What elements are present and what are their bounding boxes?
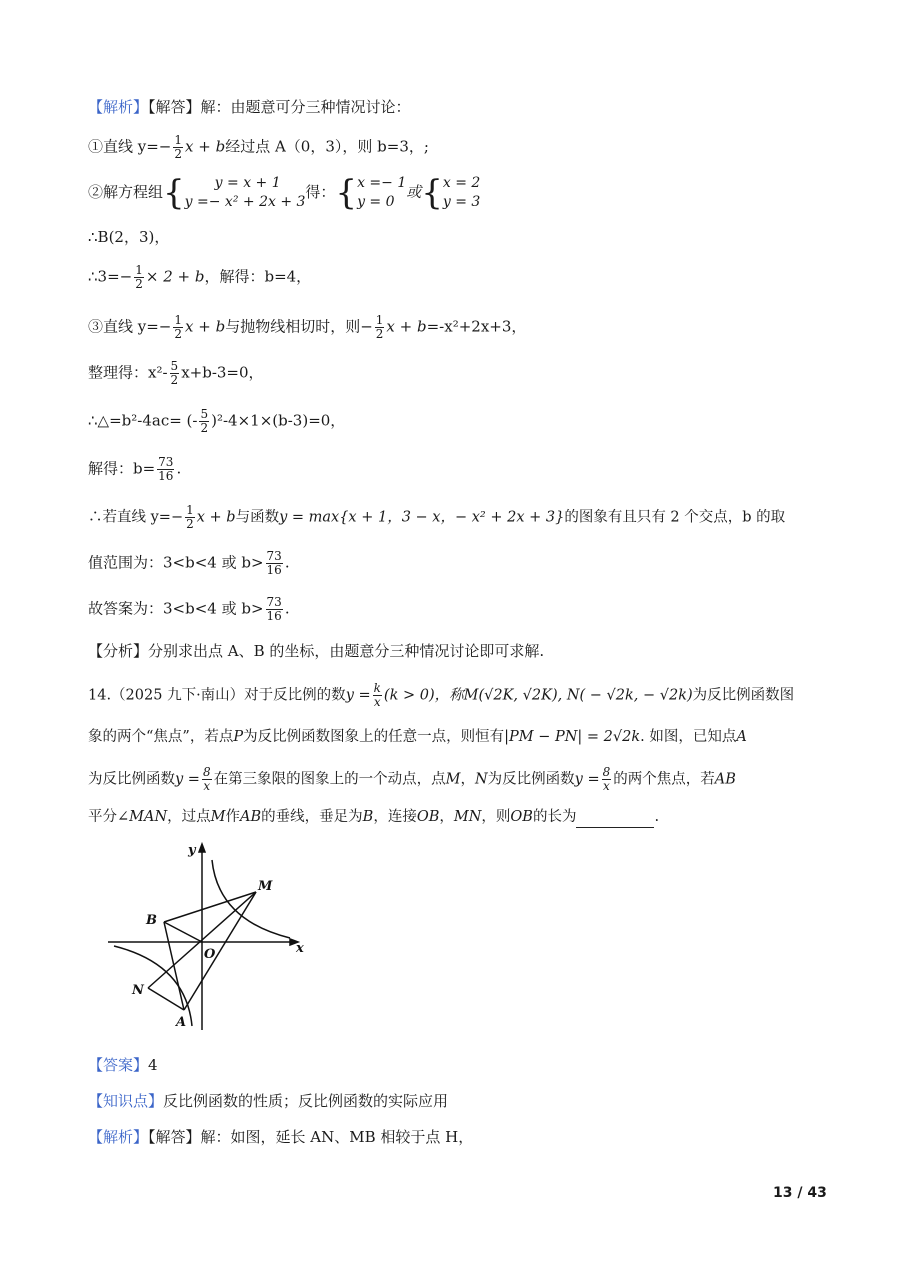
num: 8 xyxy=(202,765,211,779)
label-B: B xyxy=(146,913,157,928)
solution-line-5 xyxy=(88,314,526,341)
solution-line-6 xyxy=(88,360,264,387)
text: )²-4×1×(b-3)=0， xyxy=(211,411,346,430)
text: 的图象有且只有 2 个交点，b 的取 xyxy=(564,509,786,526)
text: 的垂线，垂足为 xyxy=(261,809,363,825)
math: M(√2K, √2K), N( − √2k, − √2k) xyxy=(463,687,693,704)
text: ∴若直线 y=− xyxy=(88,509,184,526)
answer-line xyxy=(88,596,290,623)
text: 为反比例函数 xyxy=(88,771,175,788)
den: 2 xyxy=(375,327,384,341)
solution-2 xyxy=(443,174,480,212)
solution-line-7 xyxy=(88,408,345,435)
question-14-line-3 xyxy=(88,766,736,793)
segment-AM xyxy=(184,892,256,1010)
label-M: M xyxy=(258,879,273,894)
text: . 如图，已知点 xyxy=(640,729,737,745)
math: OB xyxy=(510,809,533,825)
text: ，则 xyxy=(481,809,511,825)
answer-row xyxy=(88,1054,158,1076)
math: x + b xyxy=(386,317,427,336)
eq: y = 3 xyxy=(442,194,481,210)
num: 73 xyxy=(158,455,174,469)
fraction-73-16 xyxy=(157,456,174,483)
segment-BA xyxy=(164,922,184,1010)
num: 73 xyxy=(266,595,282,609)
math: MN xyxy=(453,809,482,825)
hyperbola-figure xyxy=(100,840,315,1040)
den: 16 xyxy=(158,469,174,483)
knowledge-row xyxy=(88,1090,448,1112)
math: y = xyxy=(345,687,371,704)
math: y = max{x + 1，3 − x，− x² + 2x + 3} xyxy=(279,509,565,526)
solution-line-10 xyxy=(88,550,290,577)
fraction-73-16 xyxy=(266,550,283,577)
den: 2 xyxy=(200,421,209,435)
math: × 2 + b xyxy=(145,267,205,286)
solution-1 xyxy=(357,174,406,212)
num: 1 xyxy=(375,313,384,327)
text: 与函数 xyxy=(235,509,280,526)
text: ∴△=b²-4ac= (- xyxy=(88,411,198,430)
y-axis-arrow xyxy=(199,844,205,852)
text: 经过点 A（0，3），则 b=3，; xyxy=(225,137,429,156)
text: 值范围为：3<b<4 或 b> xyxy=(88,553,264,572)
equation-system xyxy=(185,174,306,212)
text: =-x²+2x+3， xyxy=(426,317,527,336)
fraction-half xyxy=(173,134,183,161)
text: ，过点 xyxy=(167,809,211,825)
fraction-half xyxy=(185,504,195,531)
or-text: 或 xyxy=(406,183,422,201)
hyperbola-branch-2 xyxy=(114,946,192,1026)
text: . xyxy=(654,809,660,825)
den: 2 xyxy=(170,373,179,387)
math: P xyxy=(233,729,244,745)
math: x + b xyxy=(196,509,236,526)
text: 在第三象限的图象上的一个动点，点 xyxy=(213,771,446,788)
den: 2 xyxy=(174,147,183,161)
fraction-8-x xyxy=(202,766,212,793)
num: 5 xyxy=(170,359,179,373)
solution-line-2 xyxy=(88,172,480,212)
den: 16 xyxy=(266,609,282,623)
knowledge-value: 反比例函数的性质；反比例函数的实际应用 xyxy=(163,1092,449,1110)
solution-line-4 xyxy=(88,264,311,291)
num: 1 xyxy=(174,133,183,147)
answer-blank xyxy=(576,811,654,828)
label-y: y xyxy=(188,843,196,858)
math: MAN xyxy=(129,809,168,825)
num: 1 xyxy=(135,263,143,277)
text: 的两个焦点，若 xyxy=(613,771,715,788)
brace: { xyxy=(163,173,185,213)
math: OB xyxy=(416,809,440,825)
fraction-73-16 xyxy=(266,596,283,623)
math: x + b xyxy=(185,317,226,336)
page-number: 13 / 43 xyxy=(773,1185,827,1201)
eq: x =− 1 xyxy=(357,175,407,191)
text: 象的两个“焦点”，若点 xyxy=(88,729,234,745)
text: ，连接 xyxy=(373,809,417,825)
text: . xyxy=(284,553,290,572)
math: M xyxy=(445,771,461,788)
question-14-line-1 xyxy=(88,682,794,709)
text: 整理得：x²- xyxy=(88,363,168,382)
answer-tag: 【答案】 xyxy=(88,1056,149,1074)
math: M xyxy=(210,809,226,825)
analysis-tag-2: 【解析】 xyxy=(88,1128,149,1146)
num: 73 xyxy=(266,549,282,563)
label-A: A xyxy=(176,1015,187,1030)
text: 作 xyxy=(225,809,241,825)
text: 故答案为：3<b<4 或 b> xyxy=(88,599,264,618)
den: 16 xyxy=(266,563,282,577)
analysis-tag: 【解析】 xyxy=(88,98,149,116)
solution-line-8 xyxy=(88,456,181,483)
question-14-line-4 xyxy=(88,806,659,828)
segment-BO xyxy=(164,922,202,942)
fraction-half xyxy=(173,314,183,341)
analysis-intro xyxy=(88,96,411,118)
num: 5 xyxy=(200,407,209,421)
text: ③直线 y=− xyxy=(88,317,172,336)
num: 1 xyxy=(174,313,183,327)
math: B xyxy=(362,809,374,825)
math: y = xyxy=(175,771,200,788)
text: ，解得：b=4， xyxy=(204,267,312,286)
text: x+b-3=0， xyxy=(181,363,264,382)
text: ∴3=− xyxy=(88,267,133,286)
analysis-row xyxy=(88,1126,473,1148)
analysis-summary: 【分析】分别求出点 A、B 的坐标，由题意分三种情况讨论即可求解. xyxy=(88,642,545,660)
fraction-half xyxy=(375,314,385,341)
text: ， xyxy=(460,771,475,788)
math: N xyxy=(474,771,488,788)
den: 2 xyxy=(135,277,143,291)
text: ②解方程组 xyxy=(88,183,164,201)
den: 2 xyxy=(174,327,183,341)
text: 与抛物线相切时，则− xyxy=(225,317,373,336)
solution-line-3: ∴B(2，3)， xyxy=(88,228,170,246)
num: 8 xyxy=(602,765,611,779)
solution-line-1 xyxy=(88,134,429,161)
text: 为反比例函数 xyxy=(487,771,575,788)
solution-line-9 xyxy=(88,504,785,531)
math: (k > 0)，称 xyxy=(383,687,464,704)
den: x xyxy=(373,695,381,709)
text: ， xyxy=(439,809,454,825)
math: AB xyxy=(714,771,736,788)
text: 14.（2025 九下·南山）对于反比例的数 xyxy=(88,687,346,704)
fraction-k-x xyxy=(373,682,382,709)
label-x: x xyxy=(296,941,304,956)
label-N: N xyxy=(132,983,144,998)
analysis-value: 【解答】解：如图，延长 AN、MB 相较于点 H， xyxy=(148,1128,474,1146)
brace: { xyxy=(421,173,443,213)
eq: x = 2 xyxy=(442,175,481,191)
question-14-line-2 xyxy=(88,726,747,748)
fraction-8-x xyxy=(602,766,612,793)
text: 平分∠ xyxy=(88,809,130,825)
fraction-half xyxy=(134,264,144,291)
fraction-five-half xyxy=(199,408,209,435)
math: A xyxy=(736,729,747,745)
segment-AN xyxy=(148,988,184,1010)
text: ①直线 y=− xyxy=(88,137,172,156)
analysis-intro-text: 【解答】解：由题意可分三种情况讨论： xyxy=(148,98,411,116)
math: x + b xyxy=(185,137,226,156)
den: x xyxy=(203,779,211,793)
text: 的长为 xyxy=(532,809,577,825)
num: 1 xyxy=(186,503,194,517)
text: 为反比例函数图 xyxy=(692,687,795,704)
text: . xyxy=(284,599,290,618)
eq: y =− x² + 2x + 3 xyxy=(184,194,306,210)
math: AB xyxy=(240,809,262,825)
segment-BM xyxy=(164,892,256,922)
text: . xyxy=(176,459,182,478)
brace: { xyxy=(335,173,358,213)
den: 2 xyxy=(186,517,194,531)
label-O: O xyxy=(204,947,216,962)
den: x xyxy=(603,779,610,793)
eq: y = x + 1 xyxy=(214,175,281,191)
eq: y = 0 xyxy=(357,194,395,210)
math: y = xyxy=(574,771,600,788)
text: 得： xyxy=(305,183,336,201)
fraction-five-half xyxy=(170,360,180,387)
math: |PM − PN| = 2√2k xyxy=(504,729,641,745)
answer-value: 4 xyxy=(148,1056,158,1074)
num: k xyxy=(373,681,381,695)
knowledge-tag: 【知识点】 xyxy=(88,1092,164,1110)
text: 解得：b= xyxy=(88,459,156,478)
text: 为反比例函数图象上的任意一点，则恒有 xyxy=(243,729,505,745)
